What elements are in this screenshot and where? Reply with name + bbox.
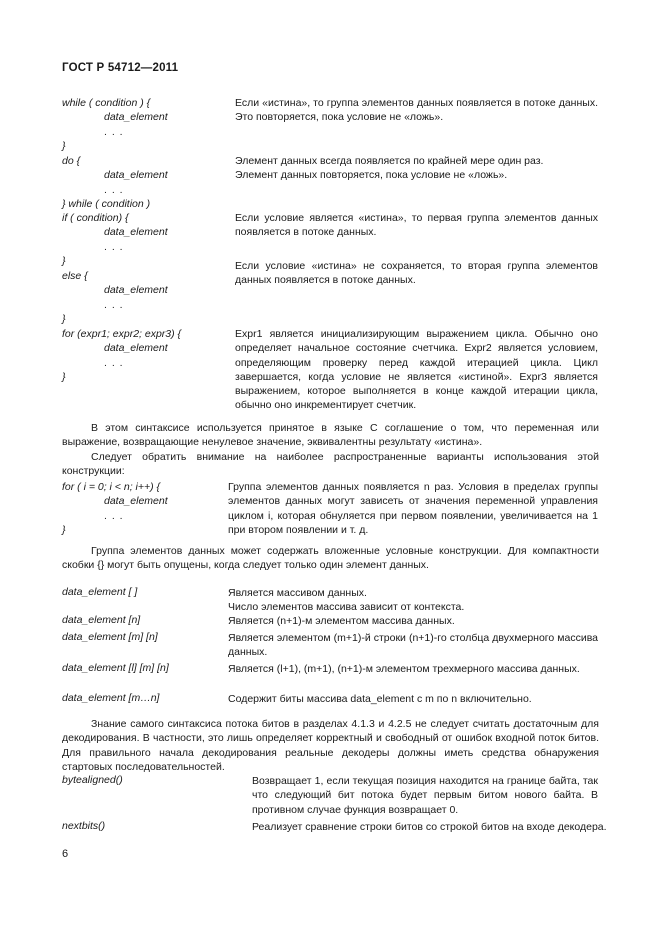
function-name: nextbits() (62, 820, 106, 832)
code-line: data_element (104, 111, 168, 124)
code-line: . . . (104, 298, 124, 311)
function-desc: Реализует сравнение строки битов со строкой битов на входе декодера. (252, 821, 607, 833)
array-term: data_element [m] [n] (62, 631, 158, 643)
desc-if: Если условие является «истина», то первая группа элементов данных появляется в потоке данных. (235, 212, 598, 239)
array-term: data_element [m…n] (62, 692, 160, 704)
code-line: } (62, 370, 66, 383)
document-header: ГОСТ Р 54712—2011 (62, 62, 179, 74)
desc-for-expr: Expr1 является инициализирующим выражением цикла. Обычно оно определяет начальное состояние счетчика. Expr2 является условием, определяющим проверку перед каждой итерацией цикла. Цикл завершается, когда условие не является «истиной». Expr3 является выражением, которое выполняется в конце каждой итерации цикла, обычно оно инкрементирует счетчик. (235, 328, 598, 412)
code-while (62, 96, 168, 153)
code-line: for (expr1; expr2; expr3) { (62, 328, 182, 340)
code-line: . . . (104, 183, 124, 196)
code-if (62, 211, 168, 268)
array-desc: Является (l+1), (m+1), (n+1)-м элементом трехмерного массива данных. (228, 663, 580, 675)
code-line: . . . (104, 240, 124, 253)
code-for-expr (62, 327, 181, 384)
code-line: data_element (104, 169, 168, 182)
code-line: if ( condition) { (62, 212, 129, 224)
desc-while: Если «истина», то группа элементов данных появляется в потоке данных. Это повторяется, пока условие не «ложь». (235, 97, 598, 124)
code-line: } (62, 312, 66, 325)
desc-else: Если условие «истина» не сохраняется, то вторая группа элементов данных появляется в потоке данных. (235, 260, 598, 287)
code-line: data_element (104, 226, 168, 239)
page-number: 6 (62, 848, 69, 860)
desc-line: Элемент данных повторяется, пока условие не «ложь». (235, 169, 508, 182)
code-else (62, 269, 168, 326)
code-line: } (62, 254, 66, 267)
code-line: else { (62, 270, 88, 282)
code-line: for ( i = 0; i < n; i++) { (62, 481, 161, 493)
array-desc: Содержит биты массива data_element с m по n включительно. (228, 693, 532, 705)
code-line: data_element (104, 342, 168, 355)
array-term: data_element [l] [m] [n] (62, 662, 169, 674)
array-desc: Является (n+1)-м элементом массива данных. (228, 615, 455, 627)
code-line: data_element (104, 284, 168, 297)
code-line: . . . (104, 125, 124, 138)
function-desc: Возвращает 1, если текущая позиция находится на границе байта, так что следующий бит потока будет первым битом нового байта. В противном случае функция возвращает 0. (252, 775, 598, 816)
desc-line: Является массивом данных. (228, 587, 367, 599)
function-name: bytealigned() (62, 774, 123, 786)
code-line: } (62, 139, 66, 152)
array-desc: Является элементом (m+1)-й строки (n+1)-го столбца двухмерного массива данных. (228, 632, 598, 659)
array-desc (228, 586, 598, 615)
paragraph-variants: Следует обратить внимание на наиболее распространенные варианты использования этой конструкции: (62, 451, 599, 478)
code-line: . . . (104, 509, 124, 522)
array-term: data_element [n] (62, 614, 141, 626)
desc-for-loop: Группа элементов данных появляется n раз. Условия в пределах группы элементов данных могут зависеть от значения переменной управления циклом i, которая обнуляется при первом появлении, увеличивается на 1 при втором появлении и т. д. (228, 481, 598, 536)
paragraph-convention: В этом синтаксисе используется принятое в языке С соглашение о том, что переменная или выражение, возвращающие ненулевое значение, эквивалентны результату «истина». (62, 422, 599, 449)
code-line: } while ( condition ) (62, 197, 151, 210)
code-for-loop (62, 480, 168, 537)
paragraph-decoding: Знание самого синтаксиса потока битов в разделах 4.1.3 и 4.2.5 не следует считать достаточным для декодирования. В частности, это лишь определяет корректный и свободный от ошибок входной поток битов. Для правильного начала декодирования реальные декодеры должны иметь средства обнаружения стартовых последовательностей. (62, 718, 599, 773)
desc-line: Число элементов массива зависит от контекста. (228, 601, 465, 614)
desc-line: Элемент данных всегда появляется по крайней мере один раз. (235, 155, 544, 167)
code-line: . . . (104, 356, 124, 369)
code-do-while (62, 154, 168, 211)
code-line: } (62, 523, 66, 536)
code-line: data_element (104, 495, 168, 508)
paragraph-nesting: Группа элементов данных может содержать вложенные условные конструкции. Для компактности скобки {} могут быть опущены, когда следует только один элемент данных. (62, 545, 599, 572)
code-line: while ( condition ) { (62, 97, 151, 109)
array-term: data_element [ ] (62, 586, 138, 598)
desc-do-while (235, 154, 598, 183)
code-line: do { (62, 155, 81, 167)
